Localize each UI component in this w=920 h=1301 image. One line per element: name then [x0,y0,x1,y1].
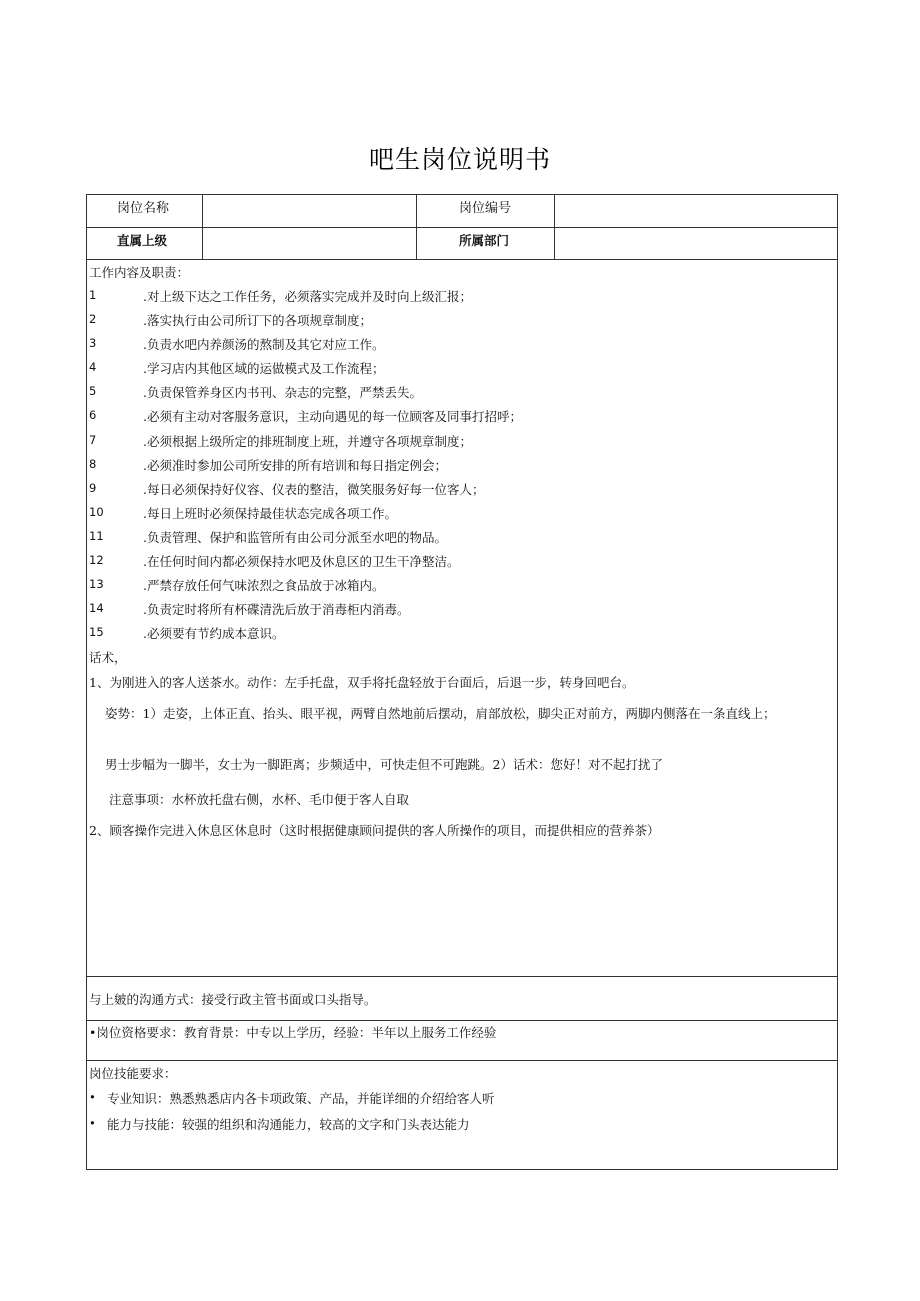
duty-number: 6 [89,408,97,422]
duty-text: .学习店内其他区域的运做模式及工作流程； [143,361,385,376]
duties-heading: 工作内容及职责： [89,265,190,280]
duty-text: .严禁存放任何气味浓烈之食品放于冰箱内。 [143,578,385,593]
bullet: • [89,1116,96,1130]
skill-text: 专业知识：熟悉熟悉店内各卡项政策、产品，并能详细的介绍给客人听 [107,1091,495,1106]
position-code-label: 岗位编号 [459,201,512,216]
job-description-table [86,194,838,1170]
qualification-requirements: •岗位资格要求：教育背景：中专以上学历，经验：半年以上服务工作经验 [89,1025,497,1040]
duty-number: 11 [89,529,104,543]
row-divider [87,976,837,977]
row-divider [87,1060,837,1061]
row-divider [87,1020,837,1021]
duty-text: .负责管理、保护和监管所有由公司分派至水吧的物品。 [143,530,447,545]
duty-number: 2 [89,312,97,326]
column-divider [416,195,417,259]
skill-text: 能力与技能：较强的组织和沟通能力，较高的文字和门头表达能力 [107,1117,470,1132]
row-divider [87,227,837,228]
script-heading: 话术， [89,650,127,665]
duty-text: .负责定时将所有杯碟清洗后放于消毒柜内消毒。 [143,602,410,617]
row-divider [87,259,837,260]
direct-supervisor-label: 直属上级 [117,233,168,248]
duty-number: 7 [89,433,97,447]
duty-number: 15 [89,625,104,639]
duty-number: 10 [89,505,104,519]
script-item-2: 2、顾客操作完进入休息区休息时（这时根据健康顾问提供的客人所操作的项目，而提供相应的营养茶） [89,823,660,838]
duty-number: 13 [89,577,104,591]
duty-text: .每日上班时必须保持最佳状态完成各项工作。 [143,506,397,521]
skills-heading: 岗位技能要求： [89,1066,177,1081]
department-label: 所属部门 [459,233,510,248]
script-item-1: 1、为刚进入的客人送茶水。动作：左手托盘，双手将托盘轻放于台面后，后退一步，转身回吧台。 [89,675,635,690]
duty-number: 12 [89,553,104,567]
page-title: 吧生岗位说明书 [368,145,551,174]
duty-number: 5 [89,384,97,398]
duty-text: .必须准时参加公司所安排的所有培训和每日指定例会； [143,458,447,473]
column-divider [554,195,555,259]
duty-number: 8 [89,457,97,471]
duty-text: .对上级下达之工作任务，必须落实完成并及时向上级汇报； [143,289,472,304]
duty-text: .必须根据上级所定的排班制度上班，并遵守各项规章制度； [143,434,472,449]
bullet: • [89,1090,96,1104]
position-name-label: 岗位名称 [117,201,170,216]
duty-text: .每日必须保持好仪容、仪表的整洁，微笑服务好每一位客人； [143,482,485,497]
duty-number: 14 [89,601,104,615]
notes-line: 注意事项：水杯放托盘右侧，水杯、毛巾便于客人自取 [109,792,410,807]
steps-line: 男士步幅为一脚半，女士为一脚距离；步频适中，可快走但不可跑跳。2）话术：您好！对不起打扰了 [105,757,663,772]
duty-text: .必须要有节约成本意识。 [143,626,285,641]
communication-method: 与上皴的沟通方式：接受行政主管书面或口头指导。 [89,992,377,1007]
duty-number: 3 [89,336,97,350]
duty-text: .在任何时间内都必须保持水吧及休息区的卫生干净整洁。 [143,554,460,569]
duty-text: .必须有主动对客服务意识，主动向遇见的每一位顾客及同事打招呼； [143,409,522,424]
duty-text: .落实执行由公司所订下的各项规章制度； [143,313,372,328]
duty-number: 9 [89,481,97,495]
duty-number: 4 [89,360,97,374]
posture-paragraph: 姿势：1）走姿，上体正直、抬头、眼平视，两臂自然地前后摆动，肩部放松，脚尖正对前方，两脚内侧落在一条直线上； [105,706,776,721]
duty-number: 1 [89,288,97,302]
column-divider [202,195,203,259]
duty-text: .负责水吧内养颜汤的熬制及其它对应工作。 [143,337,385,352]
duty-text: .负责保管养身区内书刊、杂志的完整，严禁丢失。 [143,385,422,400]
